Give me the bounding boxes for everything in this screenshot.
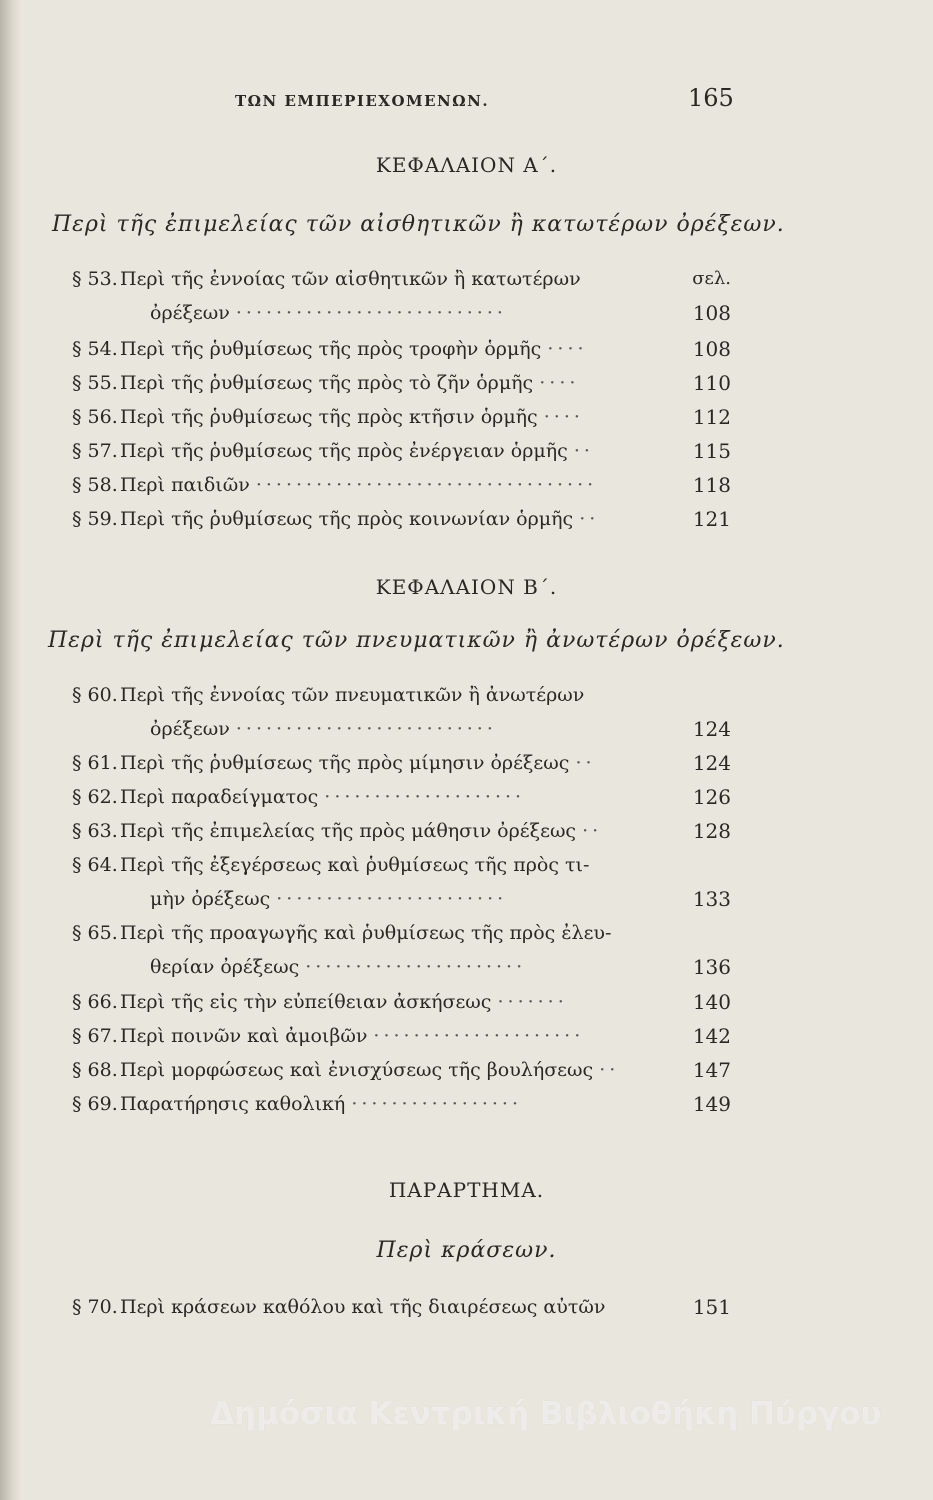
entry-title: Περὶ τῆς προαγωγῆς καὶ ῥυθμίσεως τῆς πρὸς ἐλευ- — [120, 922, 612, 944]
entry-page: 110 — [692, 371, 731, 395]
section-number: § 58. — [72, 474, 118, 496]
section-number: § 67. — [72, 1025, 118, 1047]
entry-page: 115 — [692, 439, 731, 463]
chapter-heading-a: ΚΕΦΑΛΑΙΟΝ Α΄. — [375, 153, 558, 177]
entry-title-cont: μὴν ὀρέξεως ······················· — [150, 888, 508, 910]
section-number: § 66. — [72, 991, 118, 1013]
entry-title: Περὶ τῆς ἐννοίας τῶν πνευματικῶν ἢ ἀνωτέρων — [120, 684, 585, 706]
section-number: § 65. — [72, 922, 118, 944]
chapter-heading-b: ΚΕΦΑΛΑΙΟΝ Β΄. — [375, 575, 558, 599]
entry-page: 147 — [692, 1058, 731, 1082]
appendix-subtitle: Περὶ κράσεων. — [376, 1238, 557, 1263]
section-number: § 56. — [72, 406, 118, 428]
section-number: § 69. — [72, 1093, 118, 1115]
entry-title: Περὶ παραδείγματος ···················· — [120, 786, 526, 808]
entry-page: 121 — [692, 507, 731, 531]
entry-page: 124 — [692, 751, 731, 775]
page-binding-edge — [0, 0, 22, 1500]
page-number: 165 — [688, 84, 734, 112]
entry-page: 124 — [692, 717, 731, 741]
entry-page: 149 — [692, 1092, 731, 1116]
section-number: § 55. — [72, 372, 118, 394]
entry-title: Περὶ τῆς ῥυθμίσεως τῆς πρὸς κοινωνίαν ὁρμῆς ·· — [120, 508, 600, 530]
entry-title: Περὶ τῆς ῥυθμίσεως τῆς πρὸς τροφὴν ὁρμῆς ···· — [120, 338, 588, 360]
section-number: § 61. — [72, 752, 118, 774]
entry-page: 118 — [692, 473, 731, 497]
entry-title: Περὶ μορφώσεως καὶ ἐνισχύσεως τῆς βουλήσεως ·· — [120, 1059, 620, 1081]
entry-title: Παρατήρησις καθολική ················· — [120, 1093, 523, 1115]
section-number: § 70. — [72, 1296, 118, 1318]
entry-title-cont: θερίαν ὀρέξεως ······················ — [150, 956, 527, 978]
entry-page: 140 — [692, 990, 731, 1014]
page-abbrev: σελ. — [692, 268, 731, 289]
entry-title: Περὶ τῆς ἐννοίας τῶν αἰσθητικῶν ἢ κατωτέρων — [120, 268, 581, 290]
entry-title-cont: ὀρέξεων ··························· — [150, 302, 507, 324]
entry-page: 108 — [692, 337, 731, 361]
entry-page: 136 — [692, 955, 731, 979]
section-number: § 60. — [72, 684, 118, 706]
entry-page: 126 — [692, 785, 731, 809]
library-watermark: Δημόσια Κεντρική Βιβλιοθήκη Πύργου — [210, 1396, 882, 1432]
entry-title: Περὶ τῆς ῥυθμίσεως τῆς πρὸς ἐνέργειαν ὁρμῆς ·· — [120, 440, 594, 462]
section-number: § 68. — [72, 1059, 118, 1081]
entry-page: 128 — [692, 819, 731, 843]
entry-title: Περὶ τῆς ῥυθμίσεως τῆς πρὸς κτῆσιν ὁρμῆς ···· — [120, 406, 584, 428]
entry-title: Περὶ τῆς ῥυθμίσεως τῆς πρὸς μίμησιν ὀρέξεως ·· — [120, 752, 596, 774]
entry-page: 112 — [692, 405, 731, 429]
section-number: § 62. — [72, 786, 118, 808]
entry-title-cont: ὀρέξεων ·························· — [150, 718, 497, 740]
entry-title: Περὶ τῆς ῥυθμίσεως τῆς πρὸς τὸ ζῆν ὁρμῆς ···· — [120, 372, 580, 394]
chapter-subtitle-a: Περὶ τῆς ἐπιμελείας τῶν αἰσθητικῶν ἢ κατωτέρων ὀρέξεων. — [52, 212, 785, 237]
entry-title: Περὶ τῆς εἰς τὴν εὐπείθειαν ἀσκήσεως ······· — [120, 991, 568, 1013]
entry-page: 142 — [692, 1024, 731, 1048]
section-number: § 53. — [72, 268, 118, 290]
chapter-subtitle-b: Περὶ τῆς ἐπιμελείας τῶν πνευματικῶν ἢ ἀνωτέρων ὀρέξεων. — [48, 628, 785, 653]
section-number: § 59. — [72, 508, 118, 530]
section-number: § 54. — [72, 338, 118, 360]
entry-title: Περὶ κράσεων καθόλου καὶ τῆς διαιρέσεως αὐτῶν — [120, 1296, 606, 1318]
appendix-heading: ΠΑΡΑΡΤΗΜΑ. — [388, 1178, 545, 1202]
entry-page: 133 — [692, 887, 731, 911]
section-number: § 64. — [72, 854, 118, 876]
entry-page: 151 — [692, 1295, 731, 1319]
entry-title: Περὶ παιδιῶν ·································· — [120, 474, 598, 496]
entry-title: Περὶ τῆς ἐπιμελείας τῆς πρὸς μάθησιν ὀρέξεως ·· — [120, 820, 603, 842]
section-number: § 57. — [72, 440, 118, 462]
entry-title: Περὶ ποινῶν καὶ ἀμοιβῶν ····················· — [120, 1025, 585, 1047]
entry-title: Περὶ τῆς ἐξεγέρσεως καὶ ῥυθμίσεως τῆς πρὸς τι- — [120, 854, 590, 876]
entry-page: 108 — [692, 301, 731, 325]
running-head: ΤΩΝ ΕΜΠΕΡΙΕΧΟΜΕΝΩΝ. — [235, 92, 490, 110]
section-number: § 63. — [72, 820, 118, 842]
